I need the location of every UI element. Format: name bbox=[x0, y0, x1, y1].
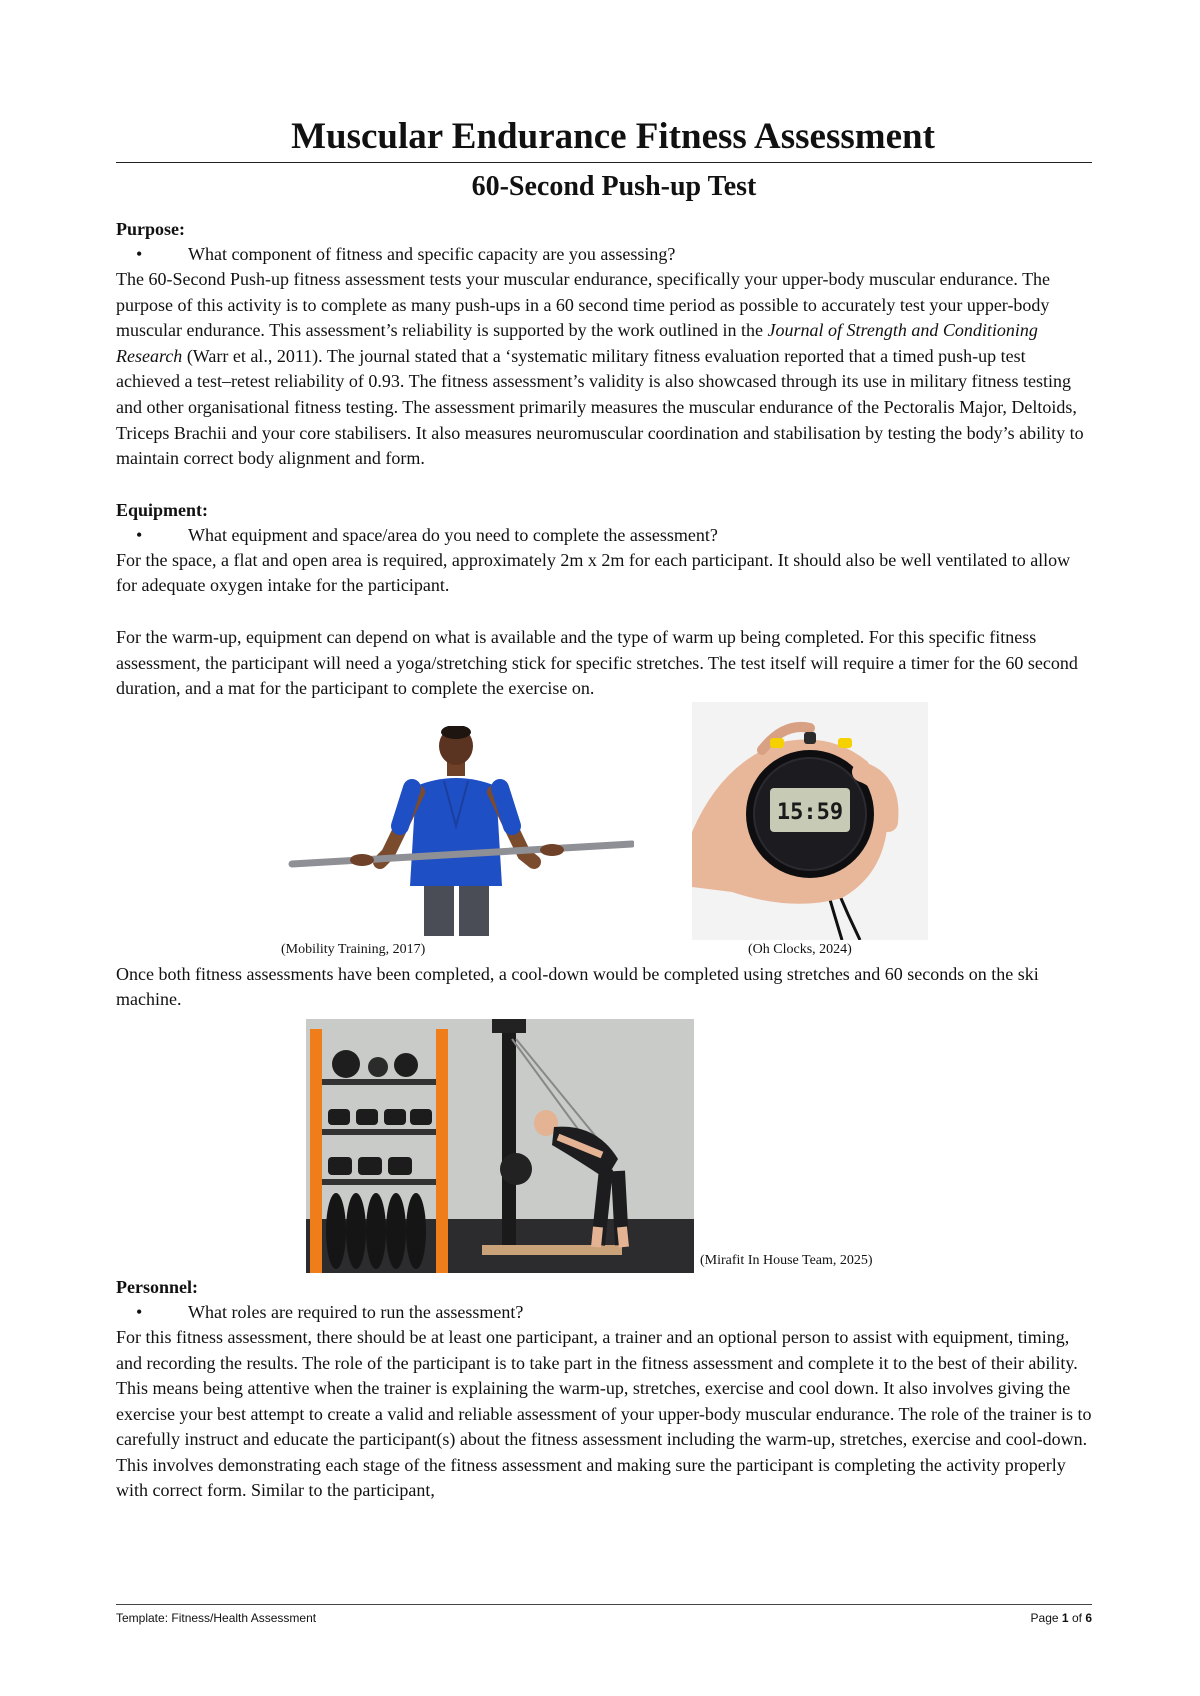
purpose-question bbox=[116, 242, 1092, 267]
document-content bbox=[116, 112, 1092, 1504]
stretching-stick-image bbox=[284, 726, 634, 936]
bullet-icon: • bbox=[136, 1301, 143, 1322]
cooldown-paragraph: Once both fitness assessments have been completed, a cool-down would be completed using stretches and 60 seconds on the ski machine. bbox=[116, 963, 1039, 1010]
purpose-body-start: The 60-Second Push-up fitness assessment tests your muscular endurance, specifically your upper-body muscular endurance. The purpose of this activity is to complete as many push-ups in a 60 second time period as possible to accurately test your upper-body muscular endurance. This assessment’s reliability is supported by the work outlined in the bbox=[116, 269, 1051, 341]
document-title: Muscular Endurance Fitness Assessment bbox=[291, 116, 935, 157]
document-subtitle: 60-Second Push-up Test bbox=[471, 171, 757, 202]
page-current: 1 bbox=[1061, 1611, 1069, 1625]
page-footer bbox=[116, 1604, 1092, 1625]
caption-ski-machine: (Mirafit In House Team, 2025) bbox=[700, 1252, 873, 1268]
purpose-heading: Purpose: bbox=[116, 219, 185, 239]
equipment-warmup-paragraph: For the warm-up, equipment can depend on what is available and the type of warm up being completed. For this specific fitness assessment, the participant will need a yoga/stretching stick for specific stretches. The test itself will require a timer for the 60 second duration, and a mat for the participant to complete the exercise on. bbox=[116, 626, 1078, 699]
equipment-space-paragraph: For the space, a flat and open area is required, approximately 2m x 2m for each participant. It should also be well ventilated to allow for adequate oxygen intake for the participant. bbox=[116, 549, 1071, 596]
spacer bbox=[116, 599, 1092, 625]
caption-stopwatch: (Oh Clocks, 2024) bbox=[748, 941, 852, 957]
personnel-heading: Personnel: bbox=[116, 1276, 198, 1297]
ski-machine-image bbox=[306, 1019, 694, 1273]
spacer bbox=[116, 472, 1092, 498]
equipment-heading: Equipment: bbox=[116, 499, 209, 520]
purpose-question-text: What component of fitness and specific capacity are you assessing? bbox=[188, 244, 676, 264]
page-total: 6 bbox=[1085, 1611, 1092, 1625]
stopwatch-illustration bbox=[692, 702, 928, 940]
equipment-figure-row bbox=[116, 702, 1092, 962]
footer-template-label: Template: Fitness/Health Assessment bbox=[116, 1611, 317, 1625]
title-rule bbox=[116, 162, 1092, 163]
bullet-icon: • bbox=[136, 524, 143, 545]
purpose-body-end: (Warr et al., 2011). The journal stated that a ‘systematic military fitness evaluation reported that a timed push-up test achieved a test–retest reliability of 0.93. The fitness assessment’s validity is also showcased through its use in military fitness testing and other organisational fitness testing. The assessment primarily measures the muscular endurance of the Pectoralis Major, Deltoids, Triceps Brachii and your core stabilisers. It also measures neuromuscular coordination and stabilisation by testing the body’s ability to maintain correct body alignment and form. bbox=[116, 345, 1084, 469]
footer-rule bbox=[116, 1604, 1092, 1605]
equipment-question bbox=[116, 523, 1092, 548]
personnel-question-text: What roles are required to run the assessment? bbox=[188, 1301, 524, 1322]
page-of: of bbox=[1071, 1611, 1082, 1625]
purpose-body bbox=[116, 267, 1092, 472]
page-label: Page bbox=[1030, 1611, 1059, 1625]
ski-machine-illustration bbox=[306, 1019, 694, 1273]
ski-figure-row bbox=[116, 1019, 1092, 1275]
journal-name: Journal of Strength and Conditioning Research bbox=[116, 320, 1038, 366]
page-number bbox=[1031, 1611, 1092, 1625]
stretching-stick-illustration bbox=[284, 726, 634, 936]
caption-stretching-stick: (Mobility Training, 2017) bbox=[281, 941, 426, 957]
stopwatch-display: 15:59 bbox=[776, 799, 844, 825]
equipment-question-text: What equipment and space/area do you need to complete the assessment? bbox=[188, 524, 718, 545]
personnel-body: For this fitness assessment, there should be at least one participant, a trainer and an optional person to assist with equipment, timing, and recording the results. The role of the participant is to take part in the fitness assessment and complete it to the best of their ability. This means being attentive when the trainer is explaining the warm-up, stretches, exercise and cool down. It also involves giving the exercise your best attempt to create a valid and reliable assessment of your upper-body muscular endurance. The role of the trainer is to carefully instruct and educate the participant(s) about the fitness assessment including the warm-up, stretches, exercise and cool-down. This involves demonstrating each stage of the fitness assessment and making sure the participant is completing the activity properly with correct form. Similar to the participant, bbox=[116, 1326, 1092, 1501]
bullet-icon: • bbox=[136, 244, 143, 264]
personnel-question bbox=[116, 1300, 1092, 1325]
stopwatch-image bbox=[692, 702, 928, 940]
